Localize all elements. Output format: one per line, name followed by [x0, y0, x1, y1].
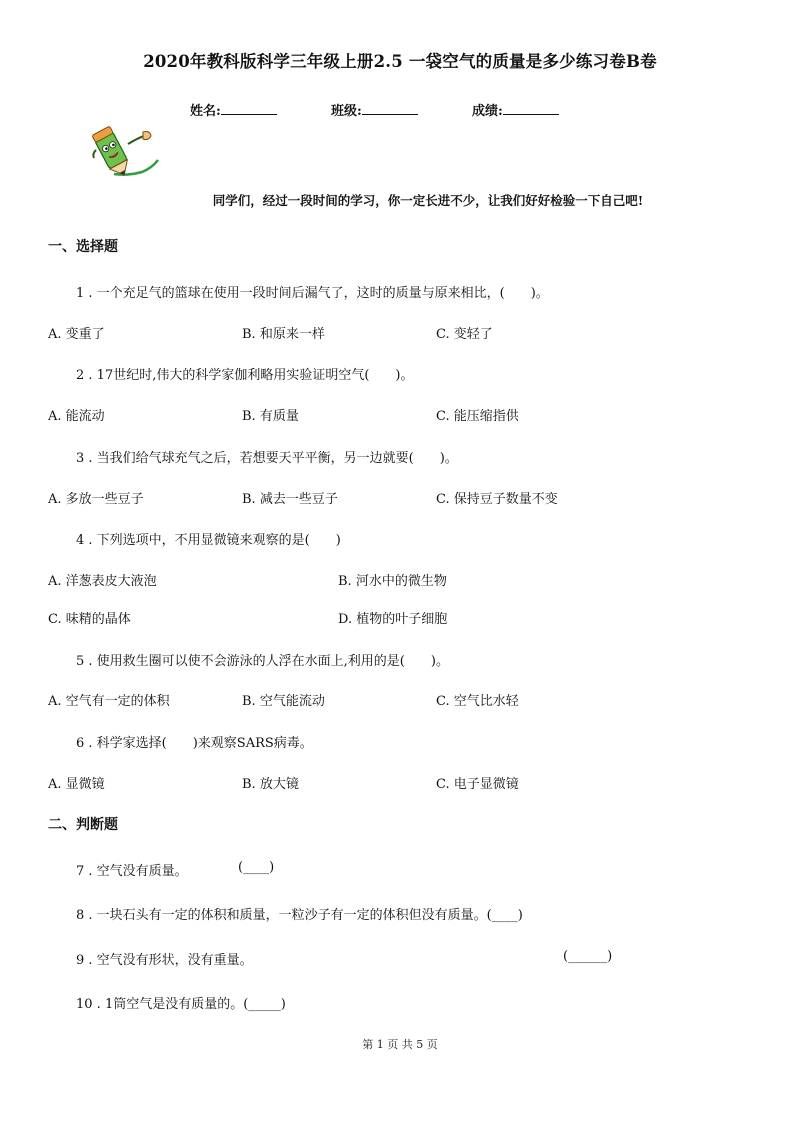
- option-a[interactable]: A. 能流动: [48, 409, 105, 424]
- score-field[interactable]: [472, 100, 559, 119]
- name-label: 姓名:: [190, 104, 221, 119]
- answer-blank[interactable]: (____): [238, 860, 275, 875]
- question-stem: 6 . 科学家选择( )来观察SARS病毒。: [76, 736, 313, 751]
- judgment-stem: 7 . 空气没有质量。: [76, 864, 188, 879]
- question-stem: 4 . 下列选项中，不用显微镜来观察的是( ): [76, 533, 341, 548]
- worksheet-title: 2020年教科版科学三年级上册2.5 一袋空气的质量是多少练习卷B卷: [143, 52, 657, 71]
- option-a[interactable]: A. 多放一些豆子: [48, 492, 144, 507]
- class-blank[interactable]: [362, 102, 418, 115]
- name-field[interactable]: [190, 100, 277, 119]
- question-stem: 1 . 一个充足气的篮球在使用一段时间后漏气了，这时的质量与原来相比，( )。: [76, 286, 549, 301]
- question-stem: 5 . 使用救生圈可以使不会游泳的人浮在水面上,利用的是( )。: [76, 654, 449, 669]
- option-d[interactable]: D. 植物的叶子细胞: [338, 612, 448, 627]
- option-a[interactable]: A. 洋葱表皮大液泡: [48, 574, 157, 589]
- answer-blank[interactable]: (______): [563, 949, 613, 964]
- score-blank[interactable]: [503, 102, 559, 115]
- option-c[interactable]: C. 变轻了: [436, 327, 493, 342]
- option-c[interactable]: C. 空气比水轻: [436, 694, 519, 709]
- option-a[interactable]: A. 变重了: [48, 327, 105, 342]
- judgment-stem: 8 . 一块石头有一定的体积和质量，一粒沙子有一定的体积但没有质量。(____): [76, 908, 523, 923]
- question-stem: 2 . 17世纪时,伟大的科学家伽利略用实验证明空气( )。: [76, 368, 414, 383]
- section-title-judge: 二、判断题: [48, 817, 118, 833]
- judgment-stem: 9 . 空气没有形状，没有重量。: [76, 953, 253, 968]
- option-b[interactable]: B. 减去一些豆子: [242, 492, 338, 507]
- section-title-choice: 一、选择题: [48, 239, 118, 255]
- option-b[interactable]: B. 河水中的微生物: [338, 574, 447, 589]
- option-c[interactable]: C. 电子显微镜: [436, 777, 519, 792]
- score-label: 成绩:: [472, 104, 503, 119]
- class-label: 班级:: [331, 104, 362, 119]
- greeting-text: 同学们，经过一段时间的学习，你一定长进不少，让我们好好检验一下自己吧!: [212, 193, 644, 208]
- option-b[interactable]: B. 空气能流动: [242, 694, 325, 709]
- option-b[interactable]: B. 有质量: [242, 409, 299, 424]
- class-field[interactable]: [331, 100, 418, 119]
- option-c[interactable]: C. 能压缩指供: [436, 409, 519, 424]
- option-b[interactable]: B. 放大镜: [242, 777, 299, 792]
- option-c[interactable]: C. 保持豆子数量不变: [436, 492, 558, 507]
- pencil-mascot-icon: [88, 124, 164, 180]
- name-blank[interactable]: [221, 102, 277, 115]
- option-c[interactable]: C. 味精的晶体: [48, 612, 131, 627]
- question-stem: 3 . 当我们给气球充气之后，若想要天平平衡，另一边就要( )。: [76, 451, 458, 466]
- option-b[interactable]: B. 和原来一样: [242, 327, 325, 342]
- page-footer: 第 1 页 共 5 页: [362, 1038, 438, 1051]
- option-a[interactable]: A. 显微镜: [48, 777, 105, 792]
- option-a[interactable]: A. 空气有一定的体积: [48, 694, 170, 709]
- judgment-stem: 10 . 1筒空气是没有质量的。(_____): [76, 997, 286, 1012]
